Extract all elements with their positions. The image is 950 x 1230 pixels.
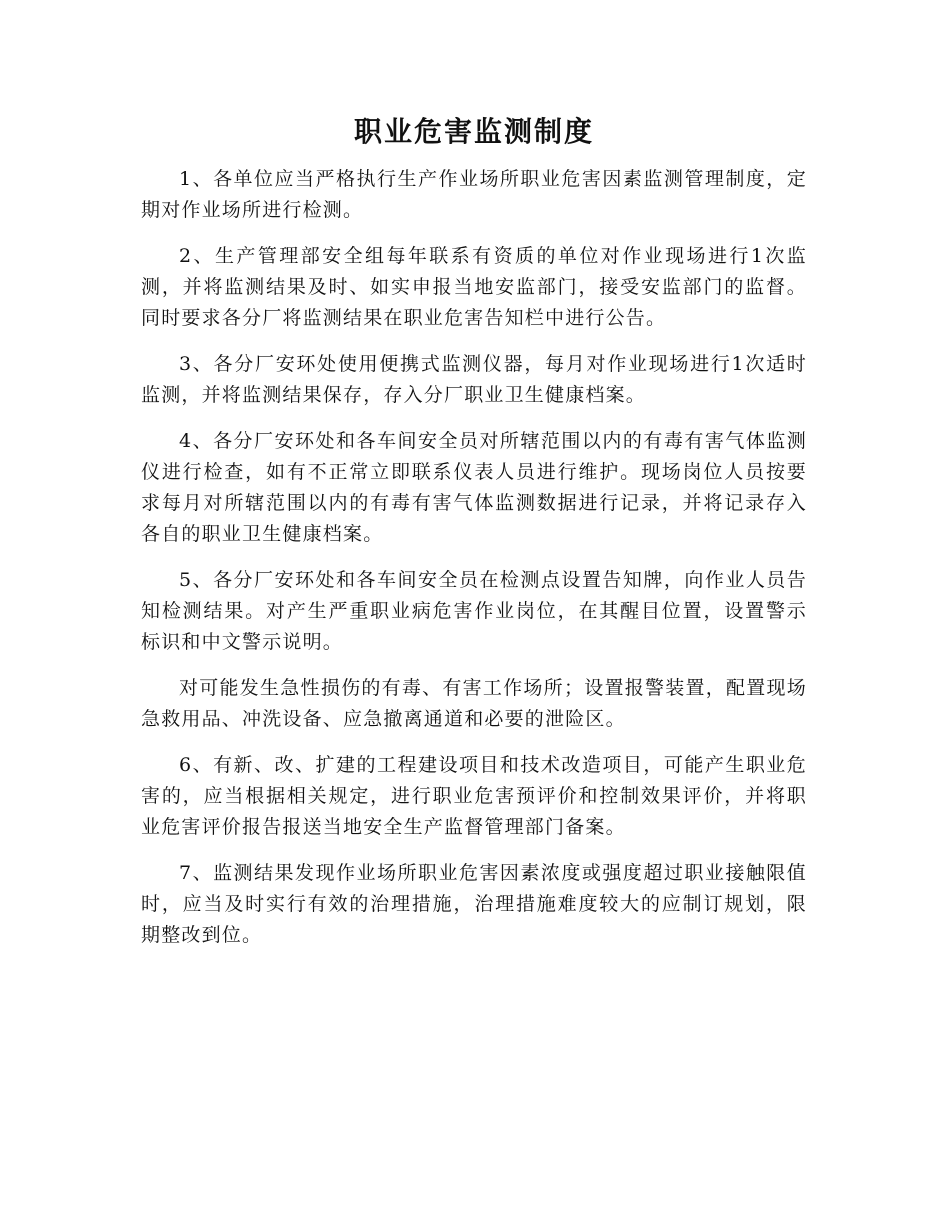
document-title: 职业危害监测制度: [353, 115, 594, 148]
paragraph-5: 5、各分厂安环处和各车间安全员在检测点设置告知牌，向作业人员告知检测结果。对产生严重职业病危害作业岗位，在其醒目位置，设置警示标识和中文警示说明。: [141, 569, 807, 653]
paragraph-5-supplement: 对可能发生急性损伤的有毒、有害工作场所；设置报警装置，配置现场急救用品、冲洗设备、应急撤离通道和必要的泄险区。: [141, 677, 807, 730]
paragraph-3: 3、各分厂安环处使用便携式监测仪器，每月对作业现场进行1次适时监测，并将监测结果保存，存入分厂职业卫生健康档案。: [141, 353, 807, 406]
paragraph-4: 4、各分厂安环处和各车间安全员对所辖范围以内的有毒有害气体监测仪进行检查，如有不正常立即联系仪表人员进行维护。现场岗位人员按要求每月对所辖范围以内的有毒有害气体监测数据进行记录，并将记录存入各自的职业卫生健康档案。: [141, 430, 807, 545]
paragraph-1: 1、各单位应当严格执行生产作业场所职业危害因素监测管理制度，定期对作业场所进行检测。: [141, 168, 807, 221]
paragraph-2: 2、生产管理部安全组每年联系有资质的单位对作业现场进行1次监测，并将监测结果及时、如实申报当地安监部门，接受安监部门的监督。同时要求各分厂将监测结果在职业危害告知栏中进行公告。: [141, 245, 807, 329]
paragraph-7: 7、监测结果发现作业场所职业危害因素浓度或强度超过职业接触限值时，应当及时实行有效的治理措施，治理措施难度较大的应制订规划，限期整改到位。: [141, 862, 807, 946]
paragraph-6: 6、有新、改、扩建的工程建设项目和技术改造项目，可能产生职业危害的，应当根据相关规定，进行职业危害预评价和控制效果评价，并将职业危害评价报告报送当地安全生产监督管理部门备案。: [141, 754, 807, 838]
